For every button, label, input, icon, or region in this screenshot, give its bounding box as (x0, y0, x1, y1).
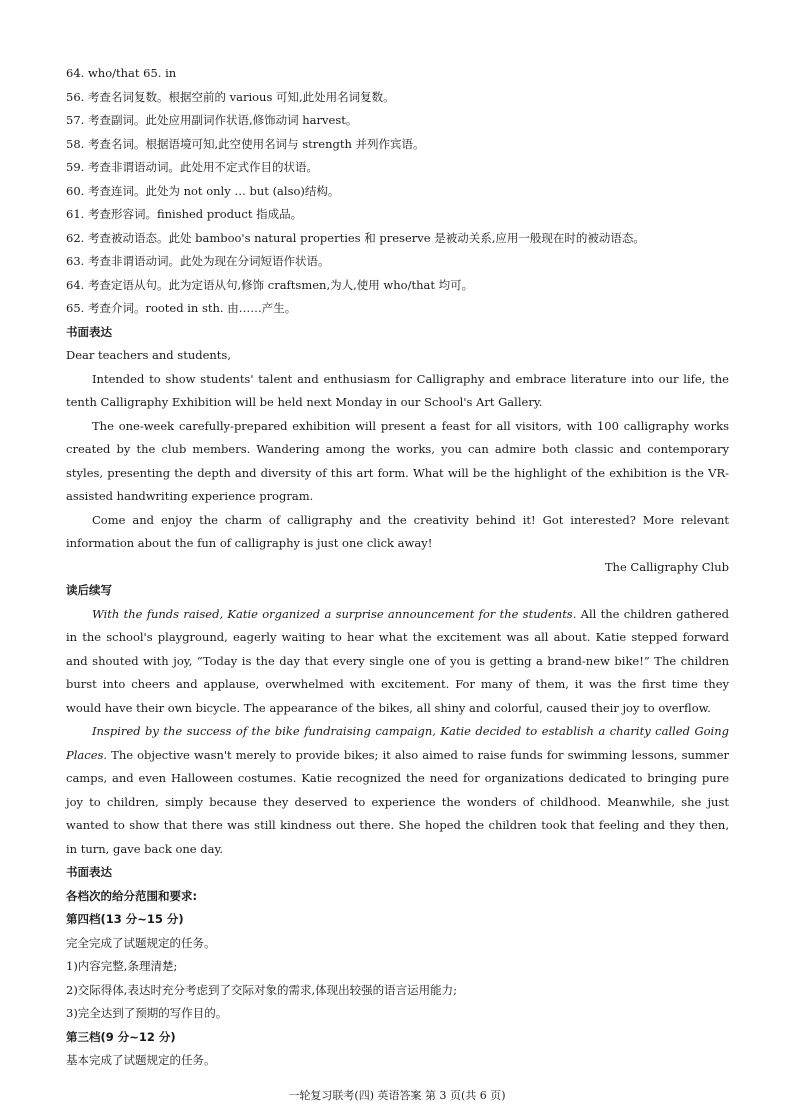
explanation-57: 57. 考查副词。此处应用副词作状语,修饰动词 harvest。 (66, 113, 358, 127)
explanation-63: 63. 考查非谓语动词。此处为现在分词短语作状语。 (66, 254, 330, 268)
continuation-heading: 读后续写 (66, 583, 112, 597)
explanation-65: 65. 考查介词。rooted in sth. 由……产生。 (66, 301, 297, 315)
tier-4-item-2: 2)交际得体,表达时充分考虑到了交际对象的需求,体现出较强的语言运用能力; (66, 982, 457, 997)
explanation-60: 60. 考查连词。此处为 not only … but (also)结构。 (66, 183, 340, 198)
letter-greeting: Dear teachers and students, (66, 348, 231, 362)
answer-sheet-page (66, 62, 729, 1073)
tier-4-description: 完全完成了试题规定的任务。 (66, 935, 216, 950)
page-footer: 一轮复习联考(四) 英语答案 第 3 页(共 6 页) (288, 1089, 506, 1102)
tier-3-title: 第三档(9 分~12 分) (66, 1029, 176, 1044)
letter-paragraph-2: The one-week carefully-prepared exhibition will present a feast for all visitors, with 100 calligraphy works created by the club members. Wandering among the works, you can admire both classic and contemporary styles, presenting the depth and diversity of this art form. What will be the highlight of the exhibition is the VR-assisted handwriting experience program. (66, 418, 729, 503)
continuation-paragraph-2 (66, 720, 729, 861)
tier-4-title: 第四档(13 分~15 分) (66, 912, 184, 926)
continuation-p2-given-sentence: Inspired by the success of the bike fundraising campaign, Katie decided to establish a charity called Going Places. (66, 724, 729, 762)
tier-4-item-3: 3)完全达到了预期的写作目的。 (66, 1006, 228, 1020)
explanation-58: 58. 考查名词。根据语境可知,此空使用名词与 strength 并列作宾语。 (66, 136, 425, 151)
continuation-paragraph-1 (66, 603, 729, 721)
letter-paragraph-3: Come and enjoy the charm of calligraphy and the creativity behind it! Got interested? More relevant information about the fun of calligraphy is just one click away! (66, 512, 729, 550)
continuation-p2-body: The objective wasn't merely to provide bikes; it also aimed to raise funds for swimming lessons, summer camps, and even Halloween costumes. Katie recognized the need for organizations dedicated to bringing pure joy to children, simply because they deserved to experience the wonders of childhood. Meanwhile, she just wanted to show that there was still kindness out there. She hoped the children took that feeling and they then, in turn, gave back one day. (66, 747, 729, 856)
continuation-p1-body: All the children gathered in the school's playground, eagerly waiting to hear what the excitement was all about. Katie stepped forward and shouted with joy, “Today is the day that every single one of you is getting a brand-new bike!” The children burst into cheers and applause, overwhelmed with excitement. For many of them, it was the first time they would have their own bicycle. The appearance of the bikes, all shiny and colorful, caused their joy to overflow. (66, 606, 729, 715)
explanation-64: 64. 考查定语从句。此为定语从句,修饰 craftsmen,为人,使用 who/that 均可。 (66, 277, 474, 292)
explanation-62: 62. 考查被动语态。此处 bamboo's natural properties 和 preserve 是被动关系,应用一般现在时的被动语态。 (66, 230, 645, 245)
explanation-61: 61. 考查形容词。finished product 指成品。 (66, 207, 303, 221)
letter-paragraph-1: Intended to show students' talent and enthusiasm for Calligraphy and embrace literature into our life, the tenth Calligraphy Exhibition will be held next Monday in our School's Art Gallery. (66, 371, 729, 409)
answer-line-64-65: 64. who/that 65. in (66, 66, 177, 80)
tier-3-description: 基本完成了试题规定的任务。 (66, 1053, 216, 1067)
explanation-59: 59. 考查非谓语动词。此处用不定式作目的状语。 (66, 160, 318, 174)
writing-heading: 书面表达 (66, 324, 112, 339)
grading-subheading: 各档次的给分范围和要求: (66, 888, 198, 903)
tier-4-item-1: 1)内容完整,条理清楚; (66, 959, 178, 973)
continuation-p1-given-sentence: With the funds raised, Katie organized a surprise announcement for the students. (92, 606, 577, 621)
letter-signature: The Calligraphy Club (604, 559, 729, 574)
grading-heading: 书面表达 (66, 865, 112, 879)
explanation-56: 56. 考查名词复数。根据空前的 various 可知,此处用名词复数。 (66, 89, 395, 104)
